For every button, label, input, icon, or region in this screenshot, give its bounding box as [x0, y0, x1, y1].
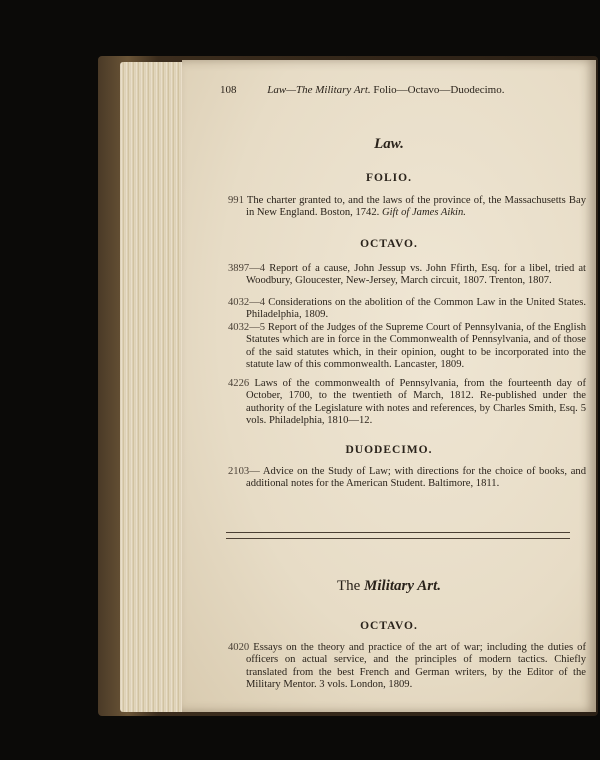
title-prefix: The: [336, 578, 361, 594]
entry-4032-5: [228, 322, 586, 372]
entry-991: [228, 195, 586, 220]
heading-duodecimo: DUODECIMO.: [345, 444, 433, 456]
entry-text: Report of the Judges of the Supreme Court of Pennsylvania, of the English Statutes which are in force in the Commonwealth of Pennsylvania, and of those of the said statutes which, in their opinion, ought to be incorporated into the statute law of this commonwealth. Lancaster, 1809.: [246, 322, 586, 371]
entry-4226: [228, 378, 586, 428]
entry-text: Report of a cause, John Jessup vs. John Ffirth, Esq. for a libel, tried at Woodbury, Gloucester, New-Jersey, March circuit, 1807. Trenton, 1807.: [246, 263, 587, 287]
entry-3897: [228, 263, 586, 288]
entry-id: 991: [228, 195, 244, 206]
title-italic: Military Art.: [364, 578, 442, 594]
entry-4020: [228, 642, 586, 692]
section-title-law: Law.: [374, 136, 404, 152]
section-title-military: [182, 578, 596, 595]
entry-id: 4226: [228, 378, 250, 389]
entry-text: Laws of the commonwealth of Pennsylvania, from the fourteenth day of October, 1700, to the twentieth of March, 1812. Re-published under the authority of the Legislature with notes and references, by Charles Smith, Esq. 5 vols. Philadelphia, 1810—12.: [246, 378, 586, 427]
entry-id: 2103—: [228, 466, 260, 477]
entry-gift: Gift of James Aikin.: [381, 207, 466, 219]
entry-text: Considerations on the abolition of the Common Law in the United States. Philadelphia, 1809.: [246, 297, 586, 321]
entry-id: 4020: [228, 642, 250, 653]
entry-4032-4: [228, 297, 586, 322]
heading-octavo: OCTAVO.: [360, 238, 418, 250]
page-number: 108: [220, 84, 237, 96]
page-edges: [120, 62, 190, 712]
entry-text: Advice on the Study of Law; with directions for the choice of books, and additional notes for the American Student. Baltimore, 1811.: [246, 466, 586, 490]
entry-id: 4032—4: [228, 297, 266, 308]
running-formats: Folio—Octavo—Duodecimo.: [373, 84, 505, 96]
entry-text: Essays on the theory and practice of the art of war; including the duties of officers on actual service, and the principles of modern tactics. Chiefly translated from the best French and German writers, by the Editor of the Military Mentor. 3 vols. London, 1809.: [246, 642, 586, 691]
page-header: [220, 84, 580, 96]
section-divider: [226, 532, 570, 539]
heading-military-octavo: OCTAVO.: [360, 620, 418, 632]
entry-text: The charter granted to, and the laws of the province of, the Massachusetts Bay in New England. Boston, 1742.: [246, 195, 586, 219]
entry-2103: [228, 466, 586, 491]
entry-id: 4032—5: [228, 322, 266, 333]
running-title: Law—The Military Art.: [267, 84, 371, 96]
heading-folio: FOLIO.: [366, 172, 412, 184]
entry-id: 3897—4: [228, 263, 266, 274]
book-page: [182, 60, 596, 712]
